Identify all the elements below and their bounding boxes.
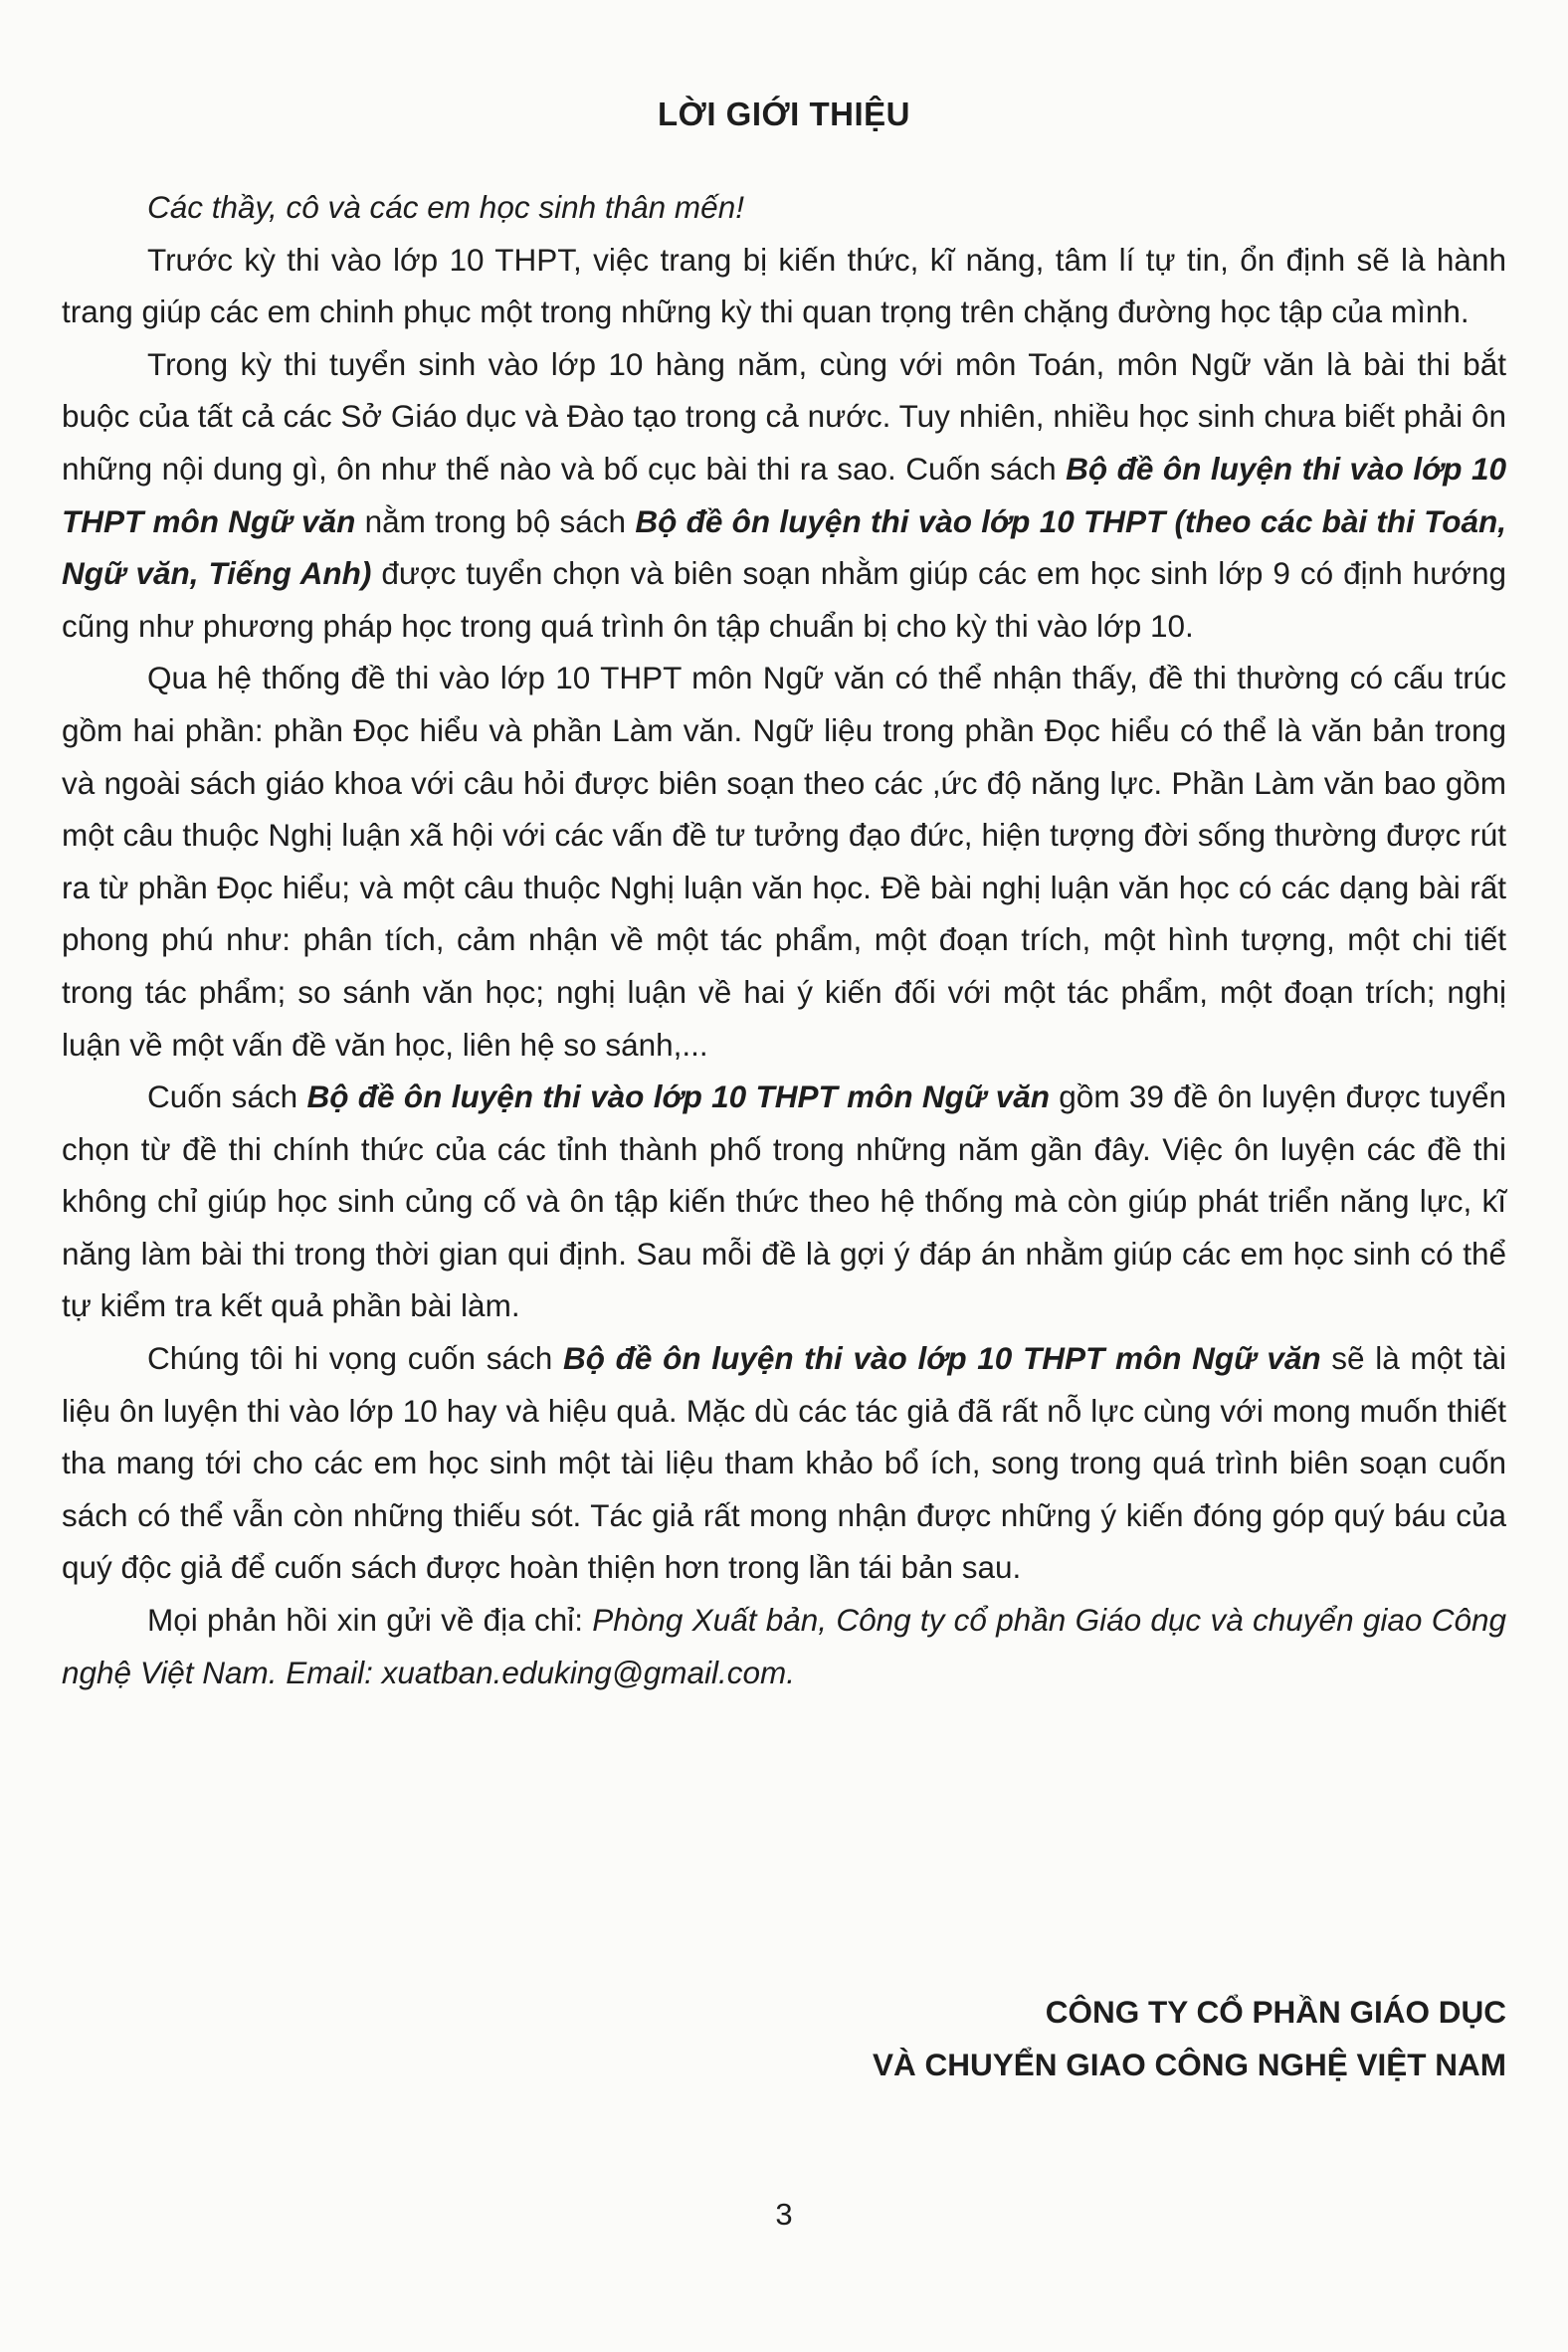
signature-block xyxy=(750,1986,1506,2091)
paragraph-4-part-a: Cuốn sách xyxy=(147,1078,307,1115)
contact-address: Phòng Xuất bản, Công ty cổ phần Giáo dục và chuyển giao Công nghệ Việt Nam. Email: xuatban.eduking@gmail.com. xyxy=(62,1602,1506,1690)
signature-line-2: VÀ CHUYỂN GIAO CÔNG NGHỆ VIỆT NAM xyxy=(872,2047,1506,2082)
paragraph-4 xyxy=(62,1071,1506,1332)
body-text xyxy=(62,181,1506,1698)
paragraph-2-part-c: nằm trong bộ sách xyxy=(355,502,636,539)
signature-line-1: CÔNG TY CỔ PHẦN GIÁO DỤC xyxy=(1045,1994,1506,2030)
paragraph-2-part-a: Trong kỳ thi tuyển sinh vào lớp 10 hàng năm, cùng với môn Toán, môn Ngữ văn là bài thi bắt buộc của tất cả các Sở Giáo dục và Đào tạo trong cả nước. Tuy nhiên, nhiều học sinh chưa biết phải ôn những nội dung gì, ôn như thế nào và bố cục bài thi ra sao. Cuốn sách xyxy=(62,345,1506,487)
book-title: Bộ đề ôn luyện thi vào lớp 10 THPT môn Ngữ văn xyxy=(306,1078,1050,1115)
paragraph-4-part-c: gồm 39 đề ôn luyện được tuyển chọn từ đề thi chính thức của các tỉnh thành phố trong những năm gần đây. Việc ôn luyện các đề thi không chỉ giúp học sinh củng cố và ôn tập kiến thức theo hệ thống mà còn giúp phát triển năng lực, kĩ năng làm bài thi trong thời gian qui định. Sau mỗi đề là gợi ý đáp án nhằm giúp các em học sinh có thể tự kiểm tra kết quả phần bài làm. xyxy=(62,1078,1506,1324)
page-title: LỜI GIỚI THIỆU xyxy=(658,96,910,132)
paragraph-6 xyxy=(62,1594,1506,1698)
page-number: 3 xyxy=(775,2197,793,2232)
paragraph-1: Trước kỳ thi vào lớp 10 THPT, việc trang bị kiến thức, kĩ năng, tâm lí tự tin, ổn định sẽ là hành trang giúp các em chinh phục một trong những kỳ thi quan trọng trên chặng đường học tập của mình. xyxy=(62,241,1506,330)
paragraph-6-part-a: Mọi phản hồi xin gửi về địa chỉ: xyxy=(147,1602,593,1639)
paragraph-5-part-c: sẽ là một tài liệu ôn luyện thi vào lớp 10 hay và hiệu quả. Mặc dù các tác giả đã rất nỗ lực cùng với mong muốn thiết tha mang tới cho các em học sinh một tài liệu tham khảo bổ ích, song trong quá trình biên soạn cuốn sách có thể vẫn còn những thiếu sót. Tác giả rất mong nhận được những ý kiến đóng góp quý báu của quý độc giả để cuốn sách được hoàn thiện hơn trong lần tái bản sau. xyxy=(62,1340,1506,1586)
paragraph-2-part-e: được tuyển chọn và biên soạn nhằm giúp các em học sinh lớp 9 có định hướng cũng như phương pháp học trong quá trình ôn tập chuẩn bị cho kỳ thi vào lớp 10. xyxy=(62,555,1506,644)
greeting: Các thầy, cô và các em học sinh thân mến! xyxy=(147,189,744,225)
series-title: Bộ đề ôn luyện thi vào lớp 10 THPT (theo các bài thi Toán, Ngữ văn, Tiếng Anh) xyxy=(62,502,1506,592)
book-title: Bộ đề ôn luyện thi vào lớp 10 THPT môn Ngữ văn xyxy=(562,1340,1321,1377)
book-title: Bộ đề ôn luyện thi vào lớp 10 THPT môn Ngữ văn xyxy=(62,450,1506,539)
paragraph-2 xyxy=(62,338,1506,653)
paragraph-3: Qua hệ thống đề thi vào lớp 10 THPT môn Ngữ văn có thể nhận thấy, đề thi thường có cấu trúc gồm hai phần: phần Đọc hiểu và phần Làm văn. Ngữ liệu trong phần Đọc hiểu có thể là văn bản trong và ngoài sách giáo khoa với câu hỏi được biên soạn theo các ,ức độ năng lực. Phần Làm văn bao gồm một câu thuộc Nghị luận xã hội với các vấn đề tư tưởng đạo đức, hiện tượng đời sống thường được rút ra từ phần Đọc hiểu; và một câu thuộc Nghị luận văn học. Đề bài nghị luận văn học có các dạng bài rất phong phú như: phân tích, cảm nhận về một tác phẩm, một đoạn trích, một hình tượng, một chi tiết trong tác phẩm; so sánh văn học; nghị luận về hai ý kiến đối với một tác phẩm, một đoạn trích; nghị luận về một vấn đề văn học, liên hệ so sánh,... xyxy=(62,660,1506,1063)
paragraph-5-part-a: Chúng tôi hi vọng cuốn sách xyxy=(147,1340,563,1377)
paragraph-5 xyxy=(62,1332,1506,1594)
